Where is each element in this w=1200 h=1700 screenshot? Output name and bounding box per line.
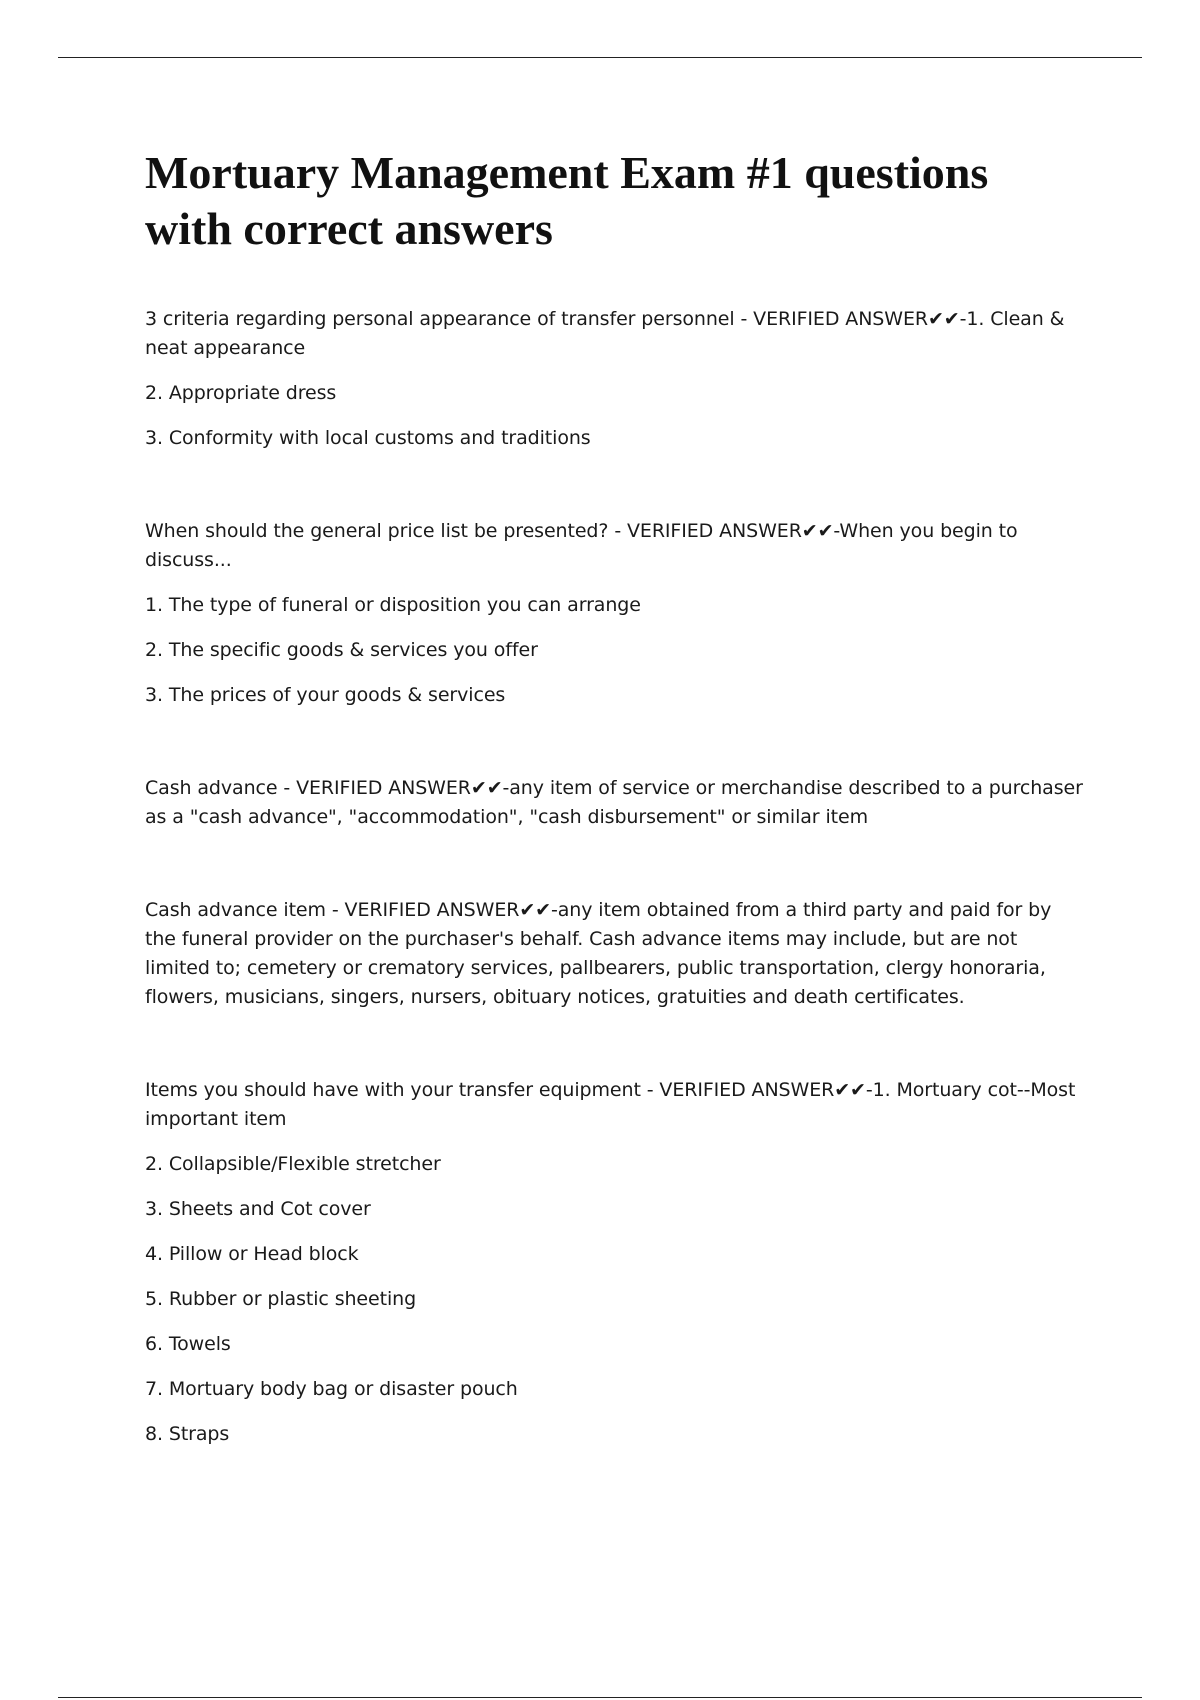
question-line: Cash advance item - VERIFIED ANSWER✔✔-any item obtained from a third party and paid for by the funeral provider on the purchaser's behalf. Cash advance items may include, but are not limited to; cemetery or crematory services, pallbearers, public transportation, clergy honoraria, flowers, musicians, singers, nursers, obituary notices, gratuities and death certificates. [145,899,1052,1008]
answer-line: 2. Collapsible/Flexible stretcher [145,1153,441,1175]
document-body [145,145,1085,1465]
question-line: Items you should have with your transfer equipment - VERIFIED ANSWER✔✔-1. Mortuary cot--Most important item [145,1079,1076,1130]
answer-line: 1. The type of funeral or disposition you can arrange [145,594,641,616]
answer-line: 3. The prices of your goods & services [145,684,506,706]
question-line: Cash advance - VERIFIED ANSWER✔✔-any item of service or merchandise described to a purchaser as a "cash advance", "accommodation", "cash disbursement" or similar item [145,777,1083,828]
answer-line: 6. Towels [145,1333,231,1355]
answer-line: 7. Mortuary body bag or disaster pouch [145,1378,518,1400]
entry-spacer [145,1028,1085,1076]
entry-spacer [145,848,1085,896]
question-line: When should the general price list be presented? - VERIFIED ANSWER✔✔-When you begin to discuss... [145,520,1018,571]
answer-line: 2. The specific goods & services you offer [145,639,538,661]
answer-line: 2. Appropriate dress [145,382,337,404]
answer-line: 8. Straps [145,1423,230,1445]
answer-line: 5. Rubber or plastic sheeting [145,1288,417,1310]
entry-spacer [145,469,1085,517]
qa-entry-4 [145,896,1085,1012]
answer-line: 3. Conformity with local customs and traditions [145,427,591,449]
question-line: 3 criteria regarding personal appearance of transfer personnel - VERIFIED ANSWER✔✔-1. Clean & neat appearance [145,308,1065,359]
footer-rule [58,1697,1142,1698]
qa-entry-3 [145,774,1085,832]
qa-entry-1 [145,305,1085,453]
qa-entry-5 [145,1076,1085,1449]
answer-line: 3. Sheets and Cot cover [145,1198,371,1220]
header-rule [58,57,1142,58]
answer-line: 4. Pillow or Head block [145,1243,359,1265]
document-title: Mortuary Management Exam #1 questions with correct answers [145,147,989,254]
qa-entry-2 [145,517,1085,710]
entry-spacer [145,726,1085,774]
